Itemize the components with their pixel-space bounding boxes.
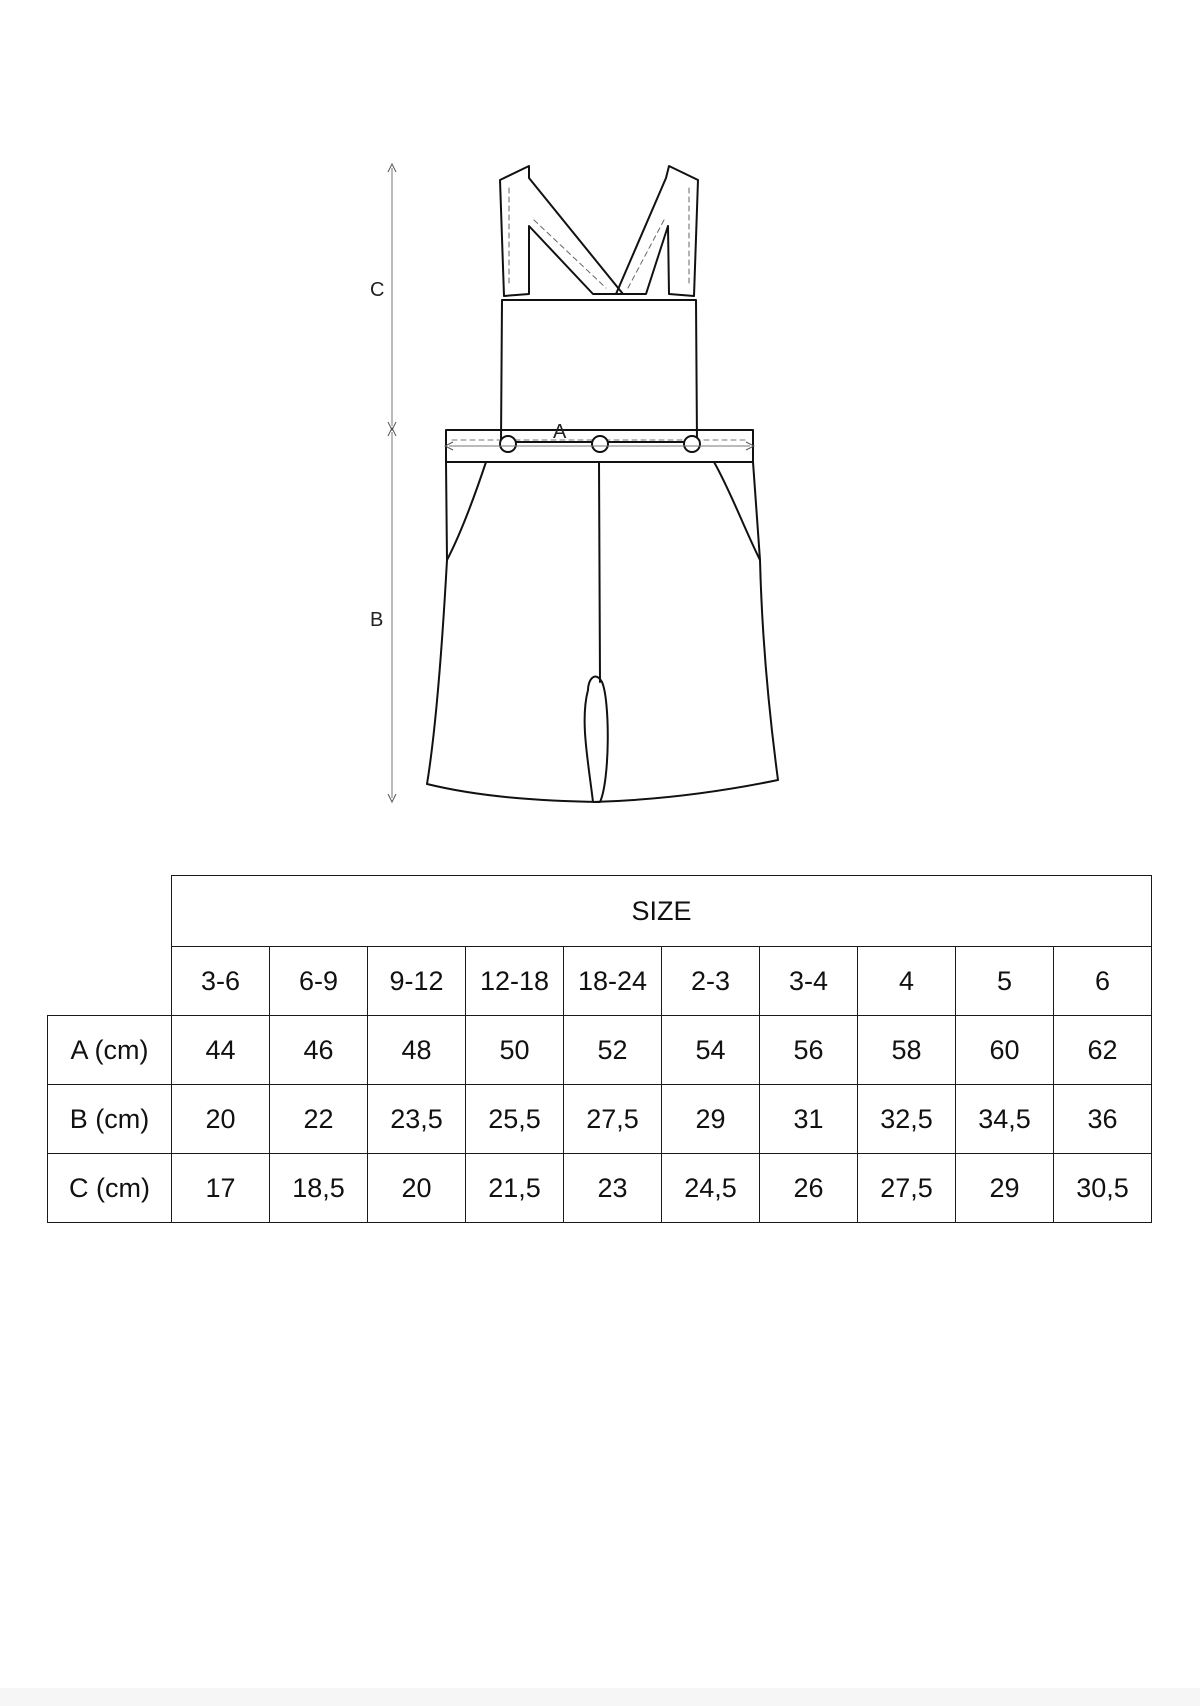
button-center [592, 436, 608, 452]
size-column-header: 9-12 [368, 947, 466, 1016]
table-cell: 30,5 [1054, 1154, 1152, 1223]
table-cell: 52 [564, 1016, 662, 1085]
table-cell: 27,5 [858, 1154, 956, 1223]
button-right [684, 436, 700, 452]
table-cell: 18,5 [270, 1154, 368, 1223]
table-cell: 29 [956, 1154, 1054, 1223]
table-cell: 62 [1054, 1016, 1152, 1085]
size-column-header: 12-18 [466, 947, 564, 1016]
size-column-header: 2-3 [662, 947, 760, 1016]
row-label: C (cm) [48, 1154, 172, 1223]
measure-b-label: B [370, 609, 384, 631]
table-cell: 56 [760, 1016, 858, 1085]
table-row-b [48, 1085, 1152, 1154]
table-cell: 23,5 [368, 1085, 466, 1154]
garment-diagram [0, 0, 1200, 830]
right-strap [616, 166, 698, 296]
table-cell: 58 [858, 1016, 956, 1085]
size-column-header: 6-9 [270, 947, 368, 1016]
button-left [500, 436, 516, 452]
table-row-c [48, 1154, 1152, 1223]
bib [501, 300, 697, 442]
page-bottom-edge [0, 1688, 1200, 1706]
corner-cell [48, 947, 172, 1016]
size-column-header: 18-24 [564, 947, 662, 1016]
table-cell: 24,5 [662, 1154, 760, 1223]
size-header: SIZE [172, 876, 1152, 947]
measure-c-label: C [370, 279, 385, 301]
table-row-a [48, 1016, 1152, 1085]
table-cell: 60 [956, 1016, 1054, 1085]
size-title-row [48, 876, 1152, 947]
table-cell: 46 [270, 1016, 368, 1085]
left-strap [500, 166, 623, 296]
table-cell: 54 [662, 1016, 760, 1085]
table-cell: 22 [270, 1085, 368, 1154]
table-cell: 44 [172, 1016, 270, 1085]
table-cell: 27,5 [564, 1085, 662, 1154]
size-column-header: 4 [858, 947, 956, 1016]
center-seam [599, 462, 600, 682]
left-pocket [447, 462, 486, 560]
size-column-header: 5 [956, 947, 1054, 1016]
table-cell: 20 [368, 1154, 466, 1223]
table-cell: 31 [760, 1085, 858, 1154]
overall-outline [427, 166, 778, 802]
table-cell: 26 [760, 1154, 858, 1223]
shorts-body [427, 462, 778, 802]
table-cell: 32,5 [858, 1085, 956, 1154]
table-cell: 36 [1054, 1085, 1152, 1154]
size-chart-table [47, 875, 1152, 1223]
table-cell: 48 [368, 1016, 466, 1085]
measure-a-label: A [553, 421, 567, 443]
corner-cell [48, 876, 172, 947]
size-column-header: 6 [1054, 947, 1152, 1016]
table-cell: 50 [466, 1016, 564, 1085]
table-cell: 17 [172, 1154, 270, 1223]
size-column-header: 3-6 [172, 947, 270, 1016]
row-label: A (cm) [48, 1016, 172, 1085]
table-cell: 20 [172, 1085, 270, 1154]
size-column-header: 3-4 [760, 947, 858, 1016]
table-cell: 21,5 [466, 1154, 564, 1223]
row-label: B (cm) [48, 1085, 172, 1154]
table-cell: 34,5 [956, 1085, 1054, 1154]
table-cell: 29 [662, 1085, 760, 1154]
size-labels-row [48, 947, 1152, 1016]
table-cell: 23 [564, 1154, 662, 1223]
table-cell: 25,5 [466, 1085, 564, 1154]
